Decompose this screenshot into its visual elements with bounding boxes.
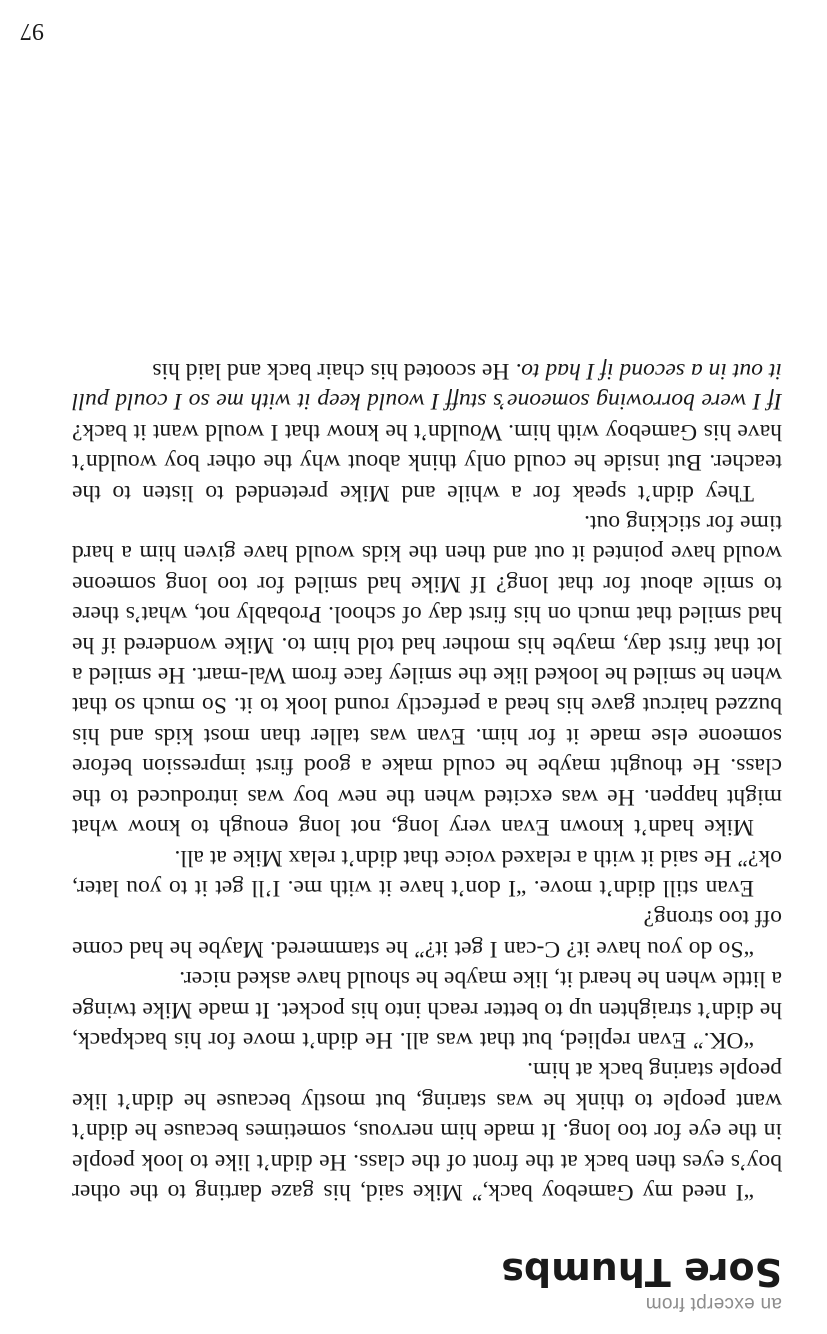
- paragraph-6: [72, 356, 782, 508]
- paragraph-6-tail: He scooted his chair back and laid his: [152, 358, 516, 385]
- paragraph-6-italic: If I were borrowing someone’s stuff I would keep it with me so I could pull it out in a second if I had to.: [72, 358, 782, 415]
- page-title: Sore Thumbs: [501, 1250, 782, 1294]
- paragraph-5: Mike hadn’t known Evan very long, not long enough to know what might happen. He was excited when the new boy was introduced to the class. He thought maybe he could make a good first impression before someone else made it for him. Evan was taller than most kids and his buzzed haircut gave his head a perfectly round look to it. So much so that when he smiled he looked like the smiley face from Wal-mart. He smiled a lot that first day, maybe his mother had told him to. Mike wondered if he had smiled that much on his first day of school. Probably not, what’s there to smile about for that long? If Mike had smiled for too long someone would have pointed it out and then the kids would have given him a hard time for sticking out.: [72, 510, 782, 841]
- paragraph-3: “So do you have it? C-can I get it?” he stammered. Maybe he had come off too strong?: [72, 905, 782, 962]
- paragraph-2: “OK.” Evan replied, but that was all. He didn’t move for his backpack, he didn’t straighten up to better reach into his pocket. It made Mike twinge a little when he heard it, like maybe he should have asked nicer.: [72, 966, 782, 1053]
- paragraph-4: Evan still didn’t move. “I don’t have it with me. I’ll get it to you later, ok?” He said it with a relaxed voice that didn’t relax Mike at all.: [72, 844, 782, 901]
- body-text: [72, 356, 782, 1207]
- excerpt-label: an excerpt from: [645, 1293, 782, 1314]
- page-number: 97: [20, 18, 44, 44]
- paragraph-6-regular: They didn’t speak for a while and Mike pretended to listen to the teacher. But inside he could only think about why the other boy wouldn’t have his Gameboy with him. Wouldn’t he know that I would want it back?: [72, 418, 782, 506]
- paragraph-1: “I need my Gameboy back,” Mike said, his gaze darting to the other boy’s eyes then back at the front of the class. He didn’t like to look people in the eye for too long. It made him nervous, sometimes because he didn’t want people to think he was staring, but mostly because he didn’t like people staring back at him.: [72, 1057, 782, 1205]
